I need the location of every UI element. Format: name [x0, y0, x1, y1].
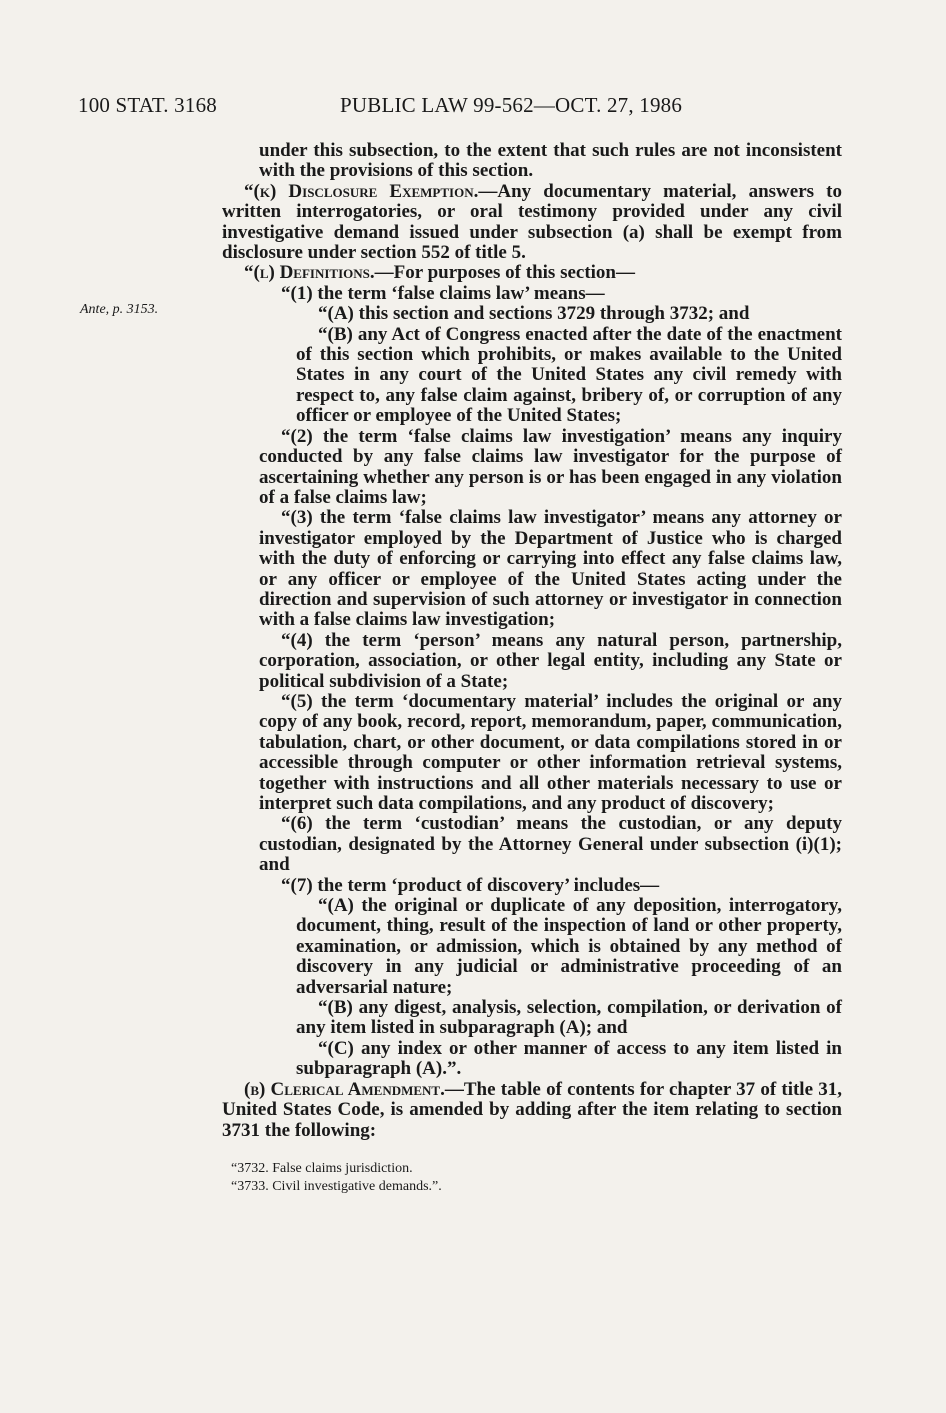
subsection-k-heading: “(k) Disclosure Exemption.	[244, 180, 479, 202]
subsection-l	[222, 263, 842, 283]
definition-4: “(4) the term ‘person’ means any natural person, partnership, corporation, association, or other legal entity, including any State or political subdivision of a State;	[259, 629, 842, 692]
definition-7: “(7) the term ‘product of discovery’ includes—	[281, 874, 660, 896]
subsection-l-text: —For purposes of this section—	[374, 262, 636, 284]
stat-page-number: 100 STAT. 3168	[78, 93, 217, 117]
statute-body	[222, 141, 842, 1141]
continued-paragraph: under this subsection, to the extent that such rules are not inconsistent with the provisions of this section.	[259, 140, 842, 182]
definition-1: “(1) the term ‘false claims law’ means—	[281, 282, 605, 304]
toc-item: “3733. Civil investigative demands.”.	[231, 1179, 442, 1194]
definition-3: “(3) the term ‘false claims law investigator’ means any attorney or investigator employed by the Department of Justice who is charged with the duty of enforcing or carrying into effect any false claims law, or any officer or employee of the United States acting under the direction and supervision of such attorney or investigator in connection with a false claims law investigation;	[259, 507, 842, 631]
public-law-title: PUBLIC LAW 99-562—OCT. 27, 1986	[340, 93, 683, 117]
subsection-l-heading: “(l) Definitions.	[244, 262, 375, 284]
definition-6: “(6) the term ‘custodian’ means the custodian, or any deputy custodian, designated by the Attorney General under subsection (i)(1); and	[259, 813, 842, 876]
clerical-amendment	[222, 1080, 842, 1141]
toc-item: “3732. False claims jurisdiction.	[231, 1161, 413, 1176]
definition-7-b: “(B) any digest, analysis, selection, compilation, or derivation of any item listed in subparagraph (A); and	[296, 997, 842, 1039]
clerical-amendment-text: —The table of contents for chapter 37 of title 31, United States Code, is amended by adding after the item relating to section 3731 the following:	[222, 1078, 842, 1141]
definition-1-a: “(A) this section and sections 3729 through 3732; and	[318, 303, 750, 325]
margin-note: Ante, p. 3153.	[80, 302, 159, 317]
definition-5: “(5) the term ‘documentary material’ includes the original or any copy of any book, record, report, memorandum, paper, communication, tabulation, chart, or other document, or data compilations stored in or accessible through computer or other information retrieval systems, together with instructions and all other materials necessary to use or interpret such data compilations, and any product of discovery;	[259, 690, 842, 814]
clerical-amendment-heading: (b) Clerical Amendment.	[244, 1078, 445, 1100]
table-of-contents-additions	[231, 1160, 442, 1196]
definition-7-a: “(A) the original or duplicate of any deposition, interrogatory, document, thing, result of the inspection of land or other property, examination, or admission, which is obtained by any method of discovery in any judicial or administrative proceeding of an adversarial nature;	[296, 895, 842, 998]
definition-2: “(2) the term ‘false claims law investigation’ means any inquiry conducted by any false claims law investigator for the purpose of ascertaining whether any person is or has been engaged in any violation of a false claims law;	[259, 425, 842, 508]
subsection-k	[222, 182, 842, 264]
definition-7-c: “(C) any index or other manner of access to any item listed in subparagraph (A).”.	[296, 1037, 842, 1080]
definition-1-b: “(B) any Act of Congress enacted after the date of the enactment of this section which prohibits, or makes available to the United States in any court of the United States any civil remedy with respect to, any false claim against, bribery of, or corruption of any officer or employee of the United States;	[296, 323, 842, 427]
subsection-k-text: —Any documentary material, answers to written interrogatories, or oral testimony provided under any civil investigative demand issued under subsection (a) shall be exempt from disclosure under section 552 of title 5.	[222, 180, 842, 264]
